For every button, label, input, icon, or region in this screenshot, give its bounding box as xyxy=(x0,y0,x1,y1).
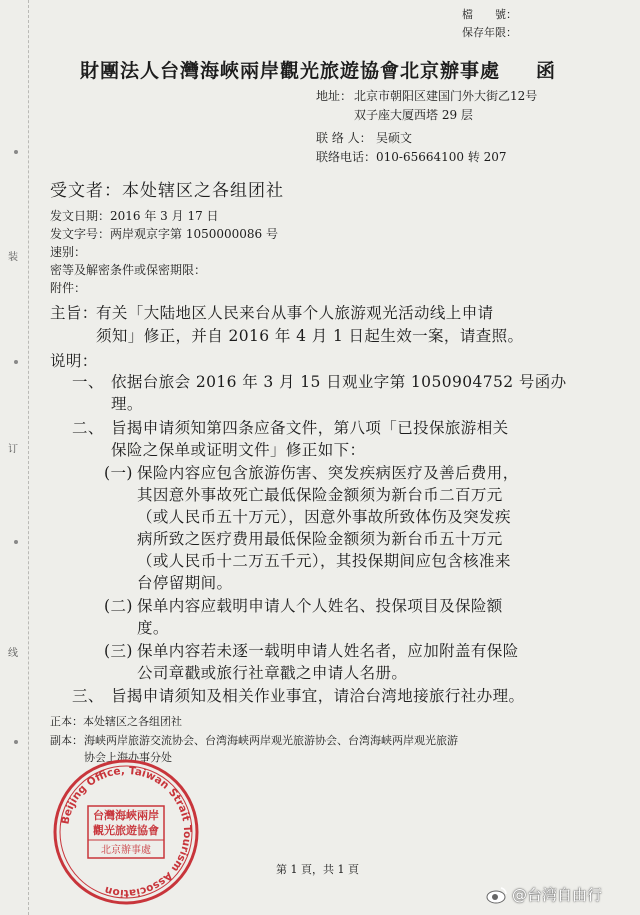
contact-person-label: 联 络 人： xyxy=(316,131,372,145)
sub1-line6: 台停留期间。 xyxy=(137,574,233,592)
sub3-number: (三) xyxy=(104,642,133,660)
reference-number xyxy=(50,225,278,242)
watermark-text: @台湾自由行 xyxy=(511,886,602,904)
copy-line2: 协会上海办事分处 xyxy=(84,751,172,764)
binding-margin xyxy=(0,0,29,915)
copy-label: 副本： xyxy=(50,734,83,747)
explanation-label: 说明： xyxy=(50,352,98,370)
item1-number: 一、 xyxy=(72,373,104,391)
sub2-line2: 度。 xyxy=(137,619,169,637)
seal-line2: 觀光旅遊協會 xyxy=(93,824,159,837)
binding-dot xyxy=(14,360,18,364)
binding-dot xyxy=(14,740,18,744)
issue-date-value: 2016 年 3 月 17 日 xyxy=(110,209,219,223)
contact-person: 吴硕文 xyxy=(376,131,413,145)
sub3-line2: 公司章戳或旅行社章戳之申请人名册。 xyxy=(137,664,408,682)
address-label: 地址： xyxy=(316,89,353,103)
sub1-number: (一) xyxy=(104,464,133,482)
sub1-line5: （或人民币十二万五千元），其投保期间应包含核准来 xyxy=(137,552,511,570)
reference-label: 发文字号： xyxy=(50,227,111,241)
issue-date xyxy=(50,207,219,224)
item2-line1: 旨揭申请须知第四条应备文件，第八项「已投保旅游相关 xyxy=(111,419,509,437)
sub3-line1: 保单内容若未逐一载明申请人姓名者，应加附盖有保险 xyxy=(137,642,519,660)
sub1-line3: （或人民币五十万元），因意外事故所致体伤及突发疾 xyxy=(137,508,511,526)
seal-line3: 北京辦事處 xyxy=(101,845,151,856)
address-line2: 双子座大厦西塔 29 层 xyxy=(354,108,473,122)
binding-mark-middle: 订 xyxy=(8,444,18,455)
binding-dot xyxy=(14,540,18,544)
seal-ring-text: Beijing Office, Taiwan Strait Tourism Association xyxy=(59,764,194,900)
speed-label: 速别： xyxy=(50,245,87,259)
original-label: 正本： xyxy=(50,715,83,728)
seal-line1: 台灣海峽兩岸 xyxy=(93,809,159,822)
item3-number: 三、 xyxy=(72,687,104,705)
sub2-line1: 保单内容应载明申请人个人姓名、投保项目及保险额 xyxy=(137,597,503,615)
item2-line2: 保险之保单或证明文件」修正如下： xyxy=(111,441,366,459)
reference-value: 两岸观京字第 1050000086 号 xyxy=(110,227,278,241)
subject-line1: 有关「大陆地区人民来台从事个人旅游观光活动线上申请 xyxy=(96,304,494,322)
subject-line2: 须知」修正，并自 2016 年 4 月 1 日起生效一案，请查照。 xyxy=(96,327,524,345)
sub2-number: (二) xyxy=(104,597,133,615)
phone-number: 010-65664100 转 207 xyxy=(376,150,507,164)
original-value: 本处辖区之各组团社 xyxy=(83,715,182,728)
file-number-label: 檔 號： xyxy=(462,8,517,21)
retention-label: 保存年限： xyxy=(462,26,517,39)
secrecy-label: 密等及解密条件或保密期限： xyxy=(50,263,207,277)
subject-label: 主旨： xyxy=(50,304,98,322)
recipient-value: 本处辖区之各组团社 xyxy=(122,181,284,201)
page-number: 第 1 頁，共 1 頁 xyxy=(276,863,359,876)
weibo-icon xyxy=(486,886,508,904)
item1-line1: 依据台旅会 2016 年 3 月 15 日观业字第 1050904752 号函办 xyxy=(111,373,567,391)
sub1-line1: 保险内容应包含旅游伤害、突发疾病医疗及善后费用， xyxy=(137,464,519,482)
item1-line2: 理。 xyxy=(111,395,143,413)
copy-line1: 海峡两岸旅游交流协会、台湾海峡两岸观光旅游协会、台湾海峡两岸观光旅游 xyxy=(84,734,458,747)
page-title: 財團法人台灣海峽兩岸觀光旅遊協會北京辦事處 xyxy=(80,60,501,82)
doc-type: 函 xyxy=(536,60,557,82)
binding-mark-top: 装 xyxy=(8,252,18,263)
item3-line1: 旨揭申请须知及相关作业事宜，请洽台湾地接旅行社办理。 xyxy=(111,687,525,705)
attachment-label: 附件： xyxy=(50,281,87,295)
binding-mark-bottom: 线 xyxy=(8,648,18,659)
official-seal xyxy=(52,758,200,906)
binding-dot xyxy=(14,150,18,154)
recipient-line xyxy=(50,176,284,201)
recipient-label: 受文者： xyxy=(50,181,122,201)
item2-number: 二、 xyxy=(72,419,104,437)
sub1-line2: 其因意外事故死亡最低保险金额须为新台币二百万元 xyxy=(137,486,503,504)
original-recipient xyxy=(50,713,182,729)
issue-date-label: 发文日期： xyxy=(50,209,111,223)
sub1-line4: 病所致之医疗费用最低保险金额须为新台币五十万元 xyxy=(137,530,503,548)
address-line1: 北京市朝阳区建国门外大街乙12号 xyxy=(354,89,538,103)
watermark xyxy=(486,884,602,905)
phone-label: 联络电话： xyxy=(316,150,377,164)
